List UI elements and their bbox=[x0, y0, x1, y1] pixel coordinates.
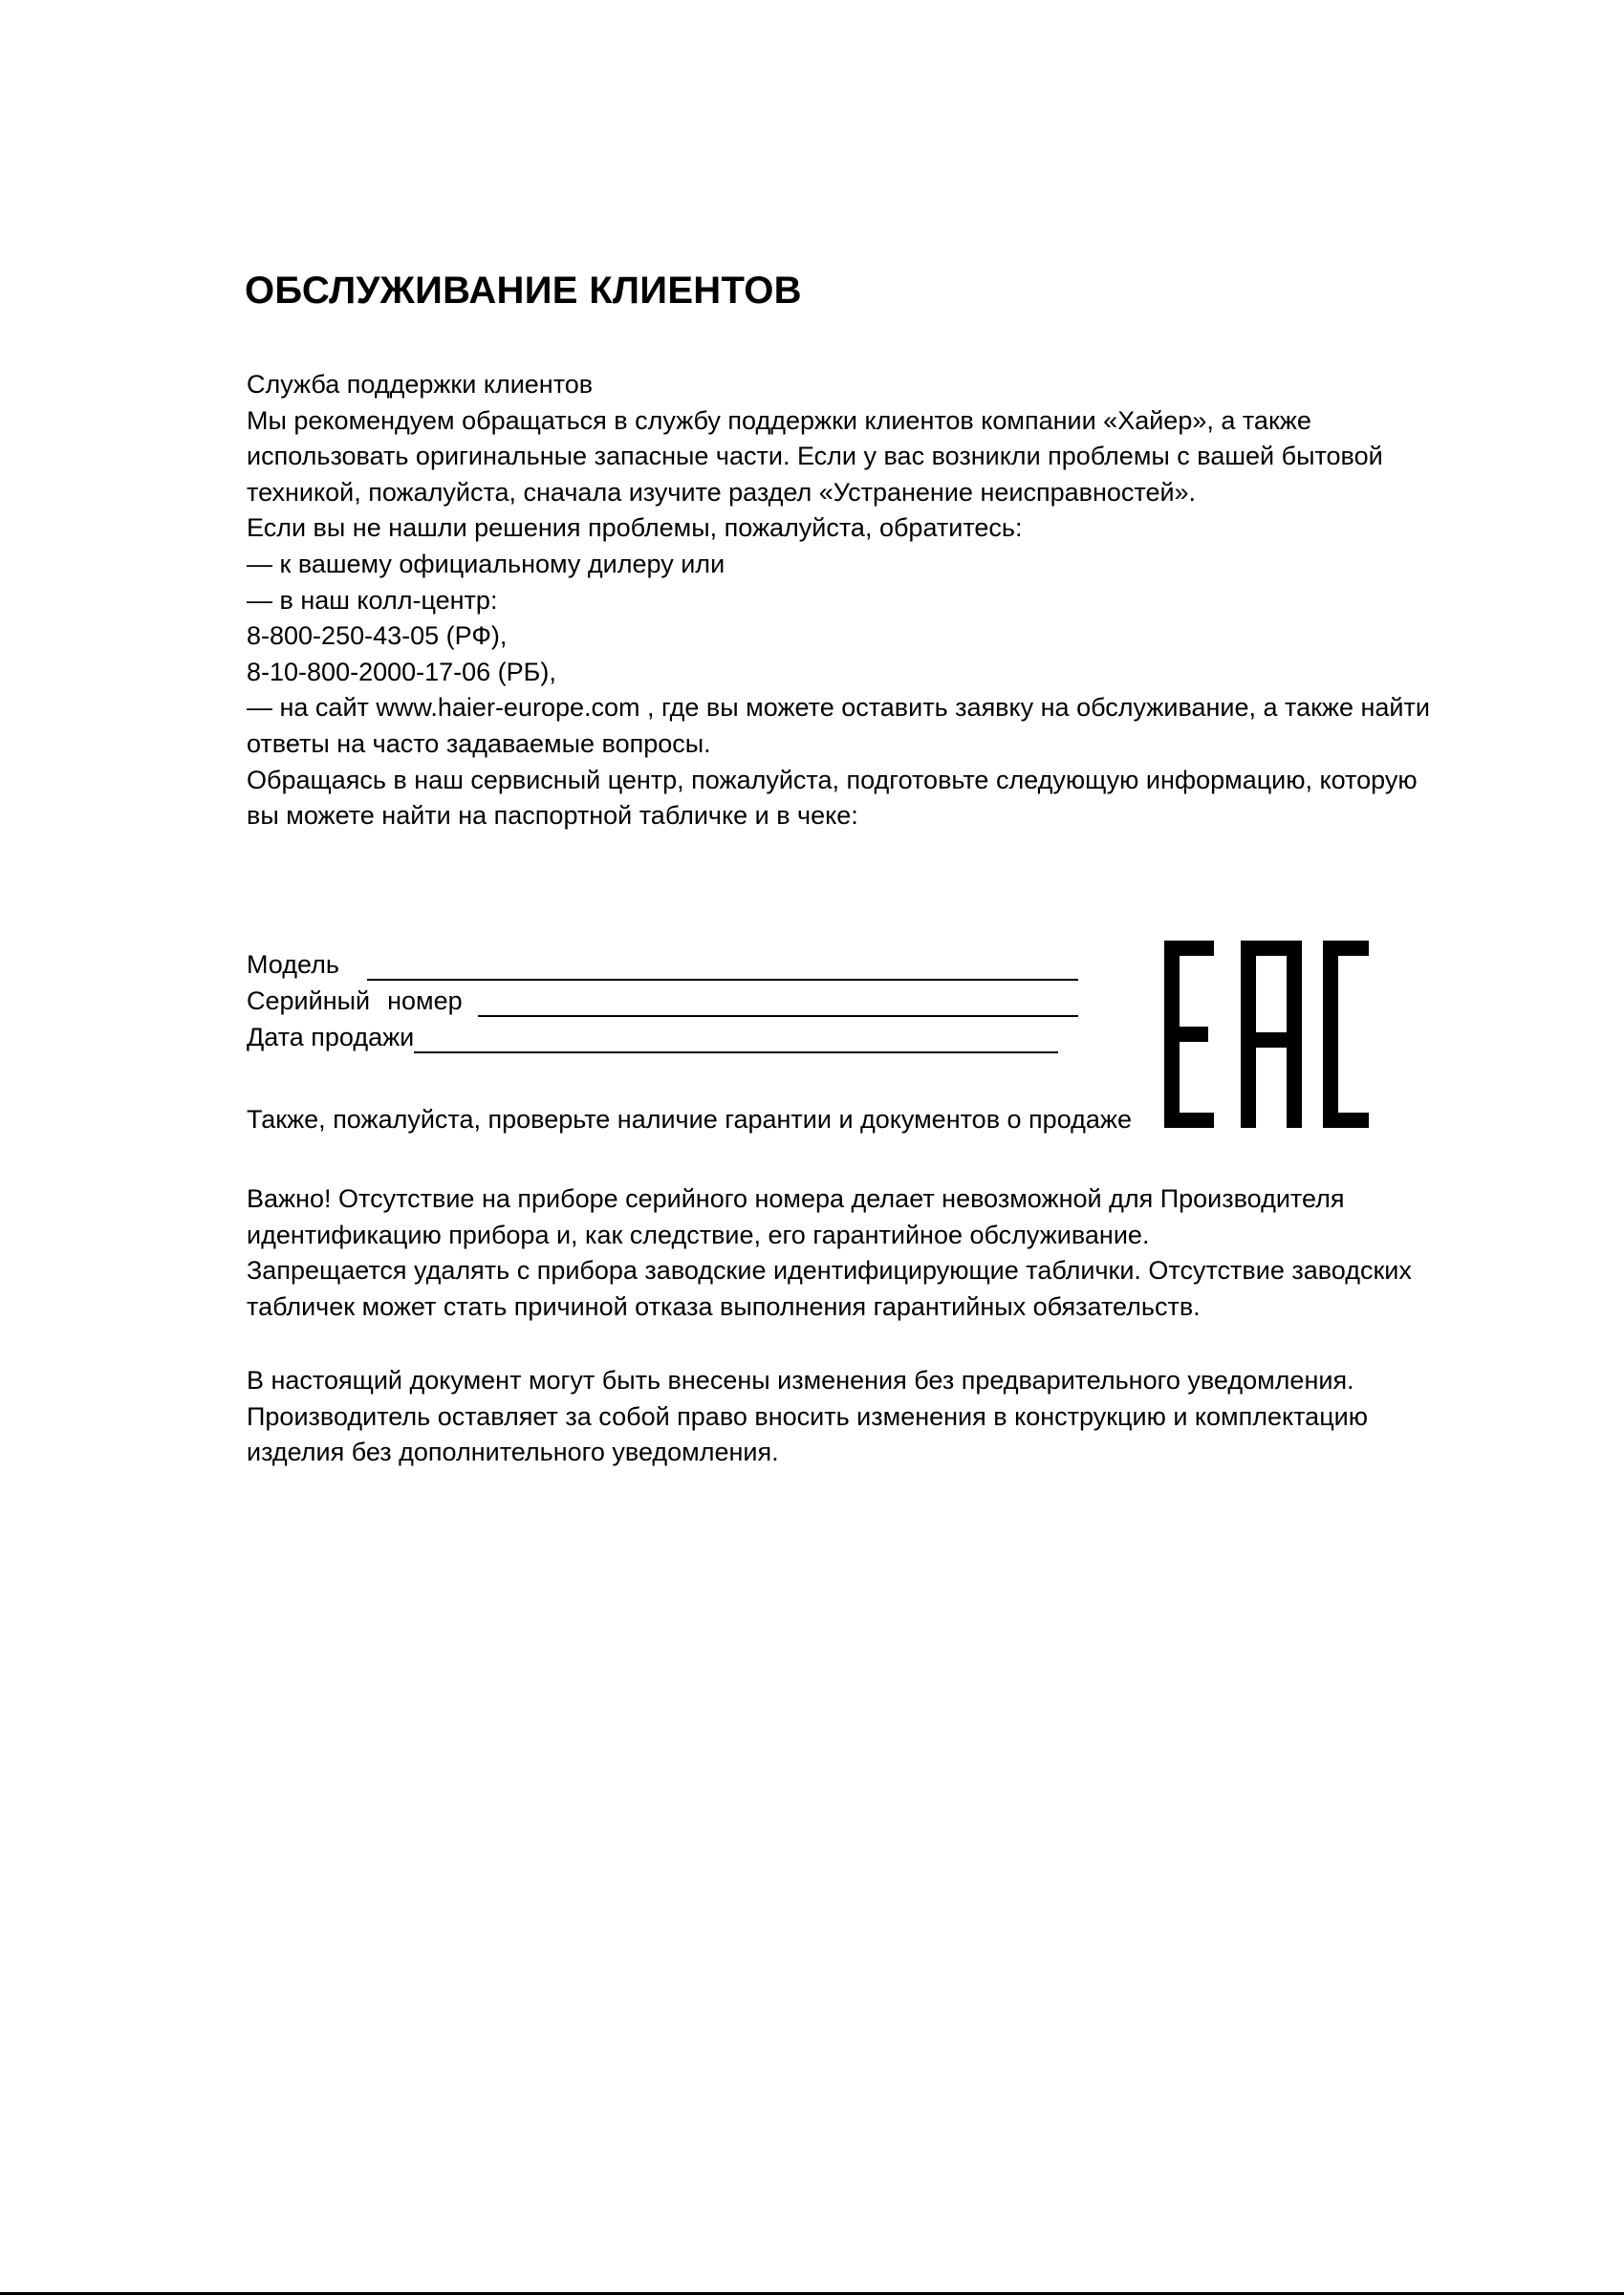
text-line: вы можете найти на паспортной табличке и в чеке: bbox=[247, 801, 858, 831]
text-line: Запрещается удалять с прибора заводские идентифицирующие таблички. Отсутствие заводских bbox=[247, 1256, 1412, 1286]
text-line: Важно! Отсутствие на приборе серийного номера делает невозможной для Производителя bbox=[247, 1184, 1345, 1213]
phone-by: 8-10-800-2000-17-06 (РБ), bbox=[247, 657, 556, 686]
text-line: Обращаясь в наш сервисный центр, пожалуйста, подготовьте следующую информацию, которую bbox=[247, 765, 1418, 794]
text-line: изделия без дополнительного уведомления. bbox=[247, 1438, 779, 1467]
model-blank-line bbox=[367, 979, 1078, 981]
website-option: — на сайт www.haier-europe.com , где вы можете оставить заявку на обслуживание, а также найти bbox=[247, 693, 1430, 723]
text-line: табличек может стать причиной отказа выполнения гарантийных обязательств. bbox=[247, 1291, 1201, 1321]
important-notice bbox=[247, 1181, 1412, 1325]
text-line: идентификацию прибора и, как следствие, его гарантийное обслуживание. bbox=[247, 1220, 1150, 1249]
intro-section bbox=[247, 367, 1430, 834]
text-line: ответы на часто задаваемые вопросы. bbox=[247, 728, 711, 758]
change-disclaimer bbox=[247, 1363, 1368, 1471]
dealer-option: — к вашему официальному дилеру или bbox=[247, 549, 725, 578]
text-line: В настоящий документ могут быть внесены изменения без предварительного уведомления. bbox=[247, 1366, 1354, 1395]
warranty-check-note: Также, пожалуйста, проверьте наличие гарантии и документов о продаже bbox=[247, 1105, 1132, 1134]
text-line: Если вы не нашли решения проблемы, пожалуйста, обратитесь: bbox=[247, 513, 1023, 543]
page-title: ОБСЛУЖИВАНИЕ КЛИЕНТОВ bbox=[245, 270, 802, 312]
text-line: Производитель оставляет за собой право вносить изменения в конструкцию и комплектацию bbox=[247, 1401, 1368, 1431]
support-heading: Служба поддержки клиентов bbox=[247, 370, 594, 399]
text-line: использовать оригинальные запасные части. Если у вас возникли проблемы с вашей бытовой bbox=[247, 442, 1383, 471]
model-label: Модель bbox=[247, 950, 339, 979]
eac-certification-mark bbox=[1164, 941, 1369, 1128]
phone-ru: 8-800-250-43-05 (РФ), bbox=[247, 621, 508, 651]
sale-date-blank-line bbox=[414, 1051, 1058, 1053]
text-line: техникой, пожалуйста, сначала изучите раздел «Устранение неисправностей». bbox=[247, 477, 1197, 507]
text-line: Мы рекомендуем обращаться в службу поддержки клиентов компании «Хайер», а также bbox=[247, 405, 1311, 435]
serial-number-blank-line bbox=[478, 1015, 1078, 1017]
call-center-option: — в наш колл-центр: bbox=[247, 585, 498, 615]
sale-date-label: Дата продажи bbox=[247, 1023, 415, 1051]
serial-number-label: Серийный номер bbox=[247, 986, 463, 1015]
